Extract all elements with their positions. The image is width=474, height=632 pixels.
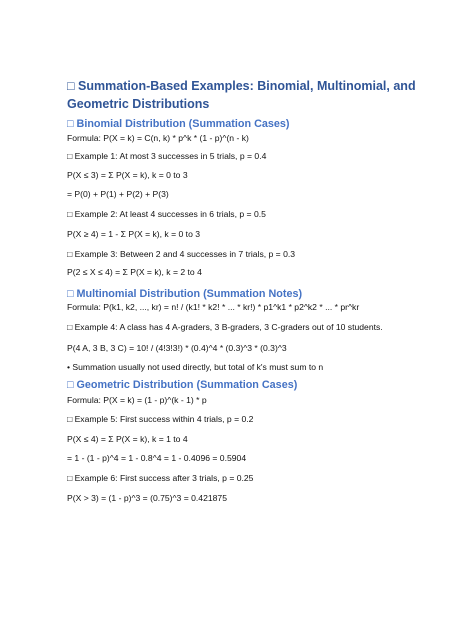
example-3-line: □ Example 3: Between 2 and 4 successes in 7 trials, p = 0.3 xyxy=(67,249,296,259)
example-5-line: □ Example 5: First success within 4 trials, p = 0.2 xyxy=(67,414,254,424)
example-5-sum: P(X ≤ 4) = Σ P(X = k), k = 1 to 4 xyxy=(67,434,188,444)
example-2-sum: P(X ≥ 4) = 1 - Σ P(X = k), k = 0 to 3 xyxy=(67,229,201,239)
example-1-expansion: = P(0) + P(1) + P(2) + P(3) xyxy=(67,189,169,199)
multinomial-note: • Summation usually not used directly, but total of k's must sum to n xyxy=(67,362,324,372)
example-2-line: □ Example 2: At least 4 successes in 6 trials, p = 0.5 xyxy=(67,209,266,219)
multinomial-formula: Formula: P(k1, k2, ..., kr) = n! / (k1! * k2! * ... * kr!) * p1^k1 * p2^k2 * ... * pr^kr xyxy=(67,302,360,312)
binomial-heading: □ Binomial Distribution (Summation Cases) xyxy=(67,118,290,130)
example-4-calc: P(4 A, 3 B, 3 C) = 10! / (4!3!3!) * (0.4)^4 * (0.3)^3 * (0.3)^3 xyxy=(67,343,287,353)
multinomial-heading: □ Multinomial Distribution (Summation Notes) xyxy=(67,288,303,300)
example-6-calc: P(X > 3) = (1 - p)^3 = (0.75)^3 = 0.421875 xyxy=(67,493,227,503)
example-1-sum: P(X ≤ 3) = Σ P(X = k), k = 0 to 3 xyxy=(67,170,188,180)
example-6-line: □ Example 6: First success after 3 trials, p = 0.25 xyxy=(67,473,254,483)
document-title: □ Summation-Based Examples: Binomial, Multinomial, and Geometric Distributions xyxy=(67,79,416,111)
geometric-heading: □ Geometric Distribution (Summation Cases) xyxy=(67,379,298,391)
geometric-formula: Formula: P(X = k) = (1 - p)^(k - 1) * p xyxy=(67,395,207,405)
example-5-calc: = 1 - (1 - p)^4 = 1 - 0.8^4 = 1 - 0.4096 = 0.5904 xyxy=(67,453,247,463)
example-3-sum: P(2 ≤ X ≤ 4) = Σ P(X = k), k = 2 to 4 xyxy=(67,267,202,277)
example-4-line: □ Example 4: A class has 4 A-graders, 3 B-graders, 3 C-graders out of 10 students. xyxy=(67,322,383,332)
example-1-line: □ Example 1: At most 3 successes in 5 trials, p = 0.4 xyxy=(67,151,267,161)
binomial-formula: Formula: P(X = k) = C(n, k) * p^k * (1 - p)^(n - k) xyxy=(67,133,249,143)
